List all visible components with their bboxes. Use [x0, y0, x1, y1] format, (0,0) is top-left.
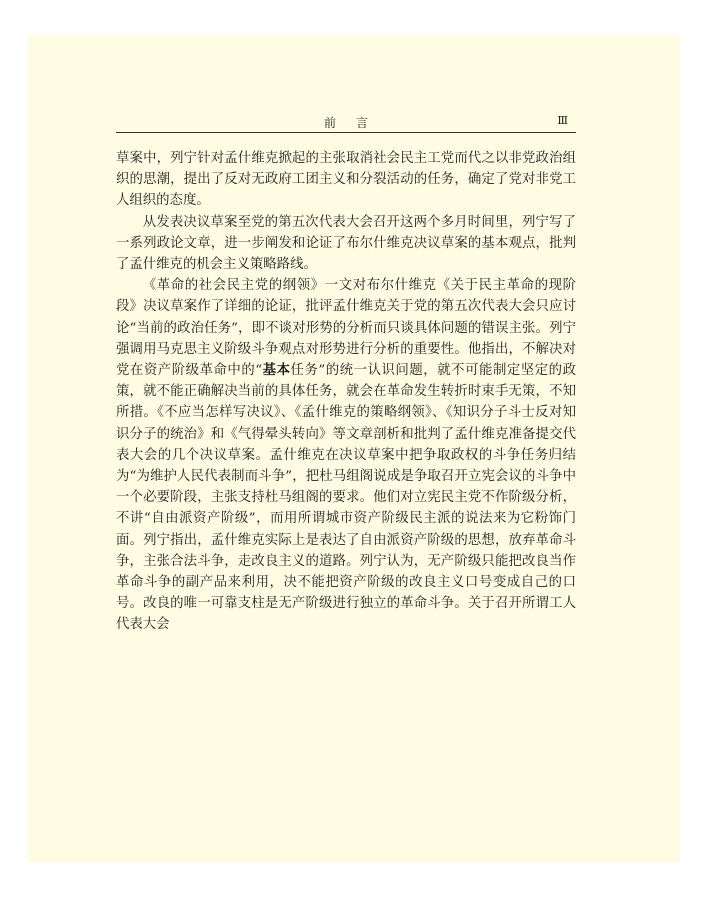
paragraph-2: 从发表决议草案至党的第五次代表大会召开这两个多月时间里，列宁写了一系列政论文章，进一步阐发和论证了布尔什维克决议草案的基本观点，批判了孟什维克的机会主义策略路线。 [116, 214, 576, 273]
paragraph-3-text-a: 《革命的社会民主党的纲领》一文对布尔什维克《关于民主革命的现阶段》决议草案作了详细的论证，批评孟什维克关于党的第五次代表大会只应讨论“当前的政治任务”，即不谈对形势的分析而只谈具体问题的错误主张。列宁强调用马克思主义阶级斗争观点对形势进行分析的重要性。他指出，不解决对党在资产阶级革命中的“ [116, 278, 576, 379]
emphasis-basic: 基本 [262, 362, 291, 379]
paragraph-3-text-b: 任务”的统一认识问题，就不可能制定坚定的政策，就不能正确解决当前的具体任务，就会在革命发生转折时束手无策，不知所措。《不应当怎样写决议》、《孟什维克的策略纲领》、《知识分子斗士反对知识分子的统治》和《气得晕头转向》等文章剖析和批判了孟什维克准备提交代表大会的几个决议草案。孟什维克在决议草案中把争取政权的斗争任务归结为“为维护人民代表制而斗争”，把杜马组阁说成是争取召开立宪会议的斗争中一个必要阶段，主张支持杜马组阁的要求。他们对立宪民主党不作阶级分析，不讲“自由派资产阶级”，而用所谓城市资产阶级民主派的说法来为它粉饰门面。列宁指出，孟什维克实际上是表达了自由派资产阶级的思想，放弃革命斗争，主张合法斗争，走改良主义的道路。列宁认为，无产阶级只能把改良当作革命斗争的副产品来利用，决不能把资产阶级的改良主义口号变成自己的口号。改良的唯一可靠支柱是无产阶级进行独立的革命斗争。关于召开所谓工人代表大会 [116, 363, 576, 633]
paragraph-3 [116, 275, 576, 635]
header-title: 前言 [323, 116, 388, 130]
body-text [116, 148, 576, 636]
page-number: Ⅲ [557, 114, 568, 127]
paragraph-1: 草案中，列宁针对孟什维克掀起的主张取消社会民主工党而代之以非党政治组织的思潮，提出了反对无政府工团主义和分裂活动的任务，确定了党对非党工人组织的态度。 [116, 151, 576, 209]
running-header [116, 112, 576, 133]
